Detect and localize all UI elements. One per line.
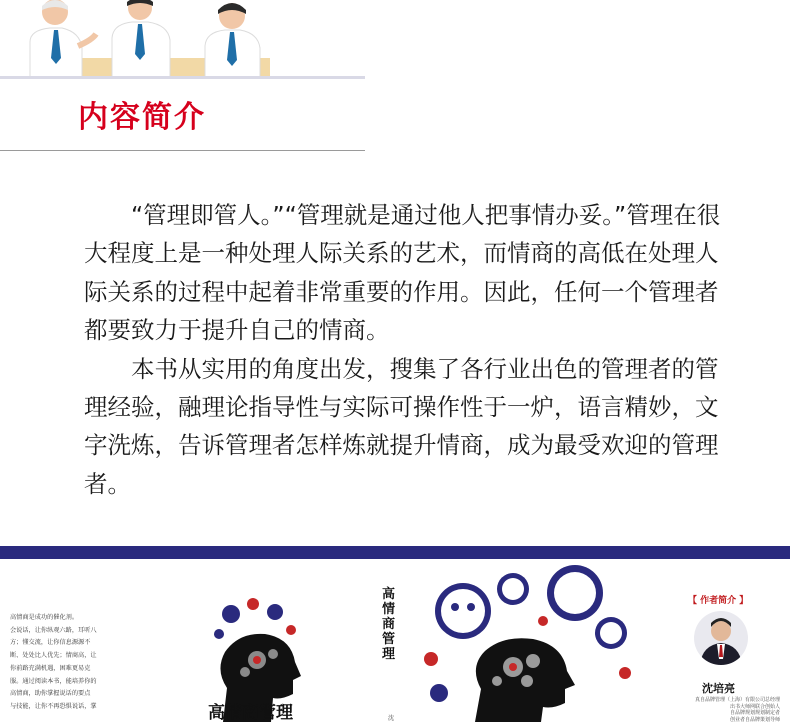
author-name: 沈培亮 — [702, 680, 735, 696]
author-bio-line: 真自品牌管理（上海）有限公司总经理 — [680, 697, 780, 704]
section-divider — [0, 150, 365, 151]
intro-text — [84, 196, 724, 503]
hero-divider — [0, 76, 365, 79]
back-cover-line: 会说话，让你纵观六路，耳听八 — [10, 625, 110, 638]
intro-paragraph: “管理即管人。”“管理就是通过他人把事情办妥。”管理在很大程度上是一种处理人际关系的艺术，而情商的高低在处理人际关系的过程中起着非常重要的作用。因此，任何一个管理者都要致力于提升自己的情商。 — [84, 196, 724, 350]
author-bio-line: 创业者自品牌策划导师 — [680, 717, 780, 723]
navy-band — [0, 546, 790, 559]
front-cover-title: 高情商管理 — [208, 698, 293, 723]
back-cover-line: 断、处处比人优先；情商高，让 — [10, 650, 110, 663]
back-cover-line: 服。通过阅读本书，能培养你的 — [10, 676, 110, 689]
author-intro-label: 【 作者简介 】 — [688, 593, 748, 606]
author-bio — [680, 697, 780, 723]
section-title: 内容简介 — [78, 92, 206, 136]
back-cover-line: 方；懂交流，让你信息源源不 — [10, 637, 110, 650]
author-photo — [694, 611, 748, 665]
intro-paragraph: 本书从实用的角度出发，搜集了各行业出色的管理者的管理经验，融理论指导性与实际可操作性于一炉，语言精妙，文字洗炼，告诉管理者怎样炼就提升情商，成为最受欢迎的管理者。 — [84, 350, 724, 504]
cover-head-illustration — [415, 563, 645, 722]
back-cover-line: 高情商，助你掌握说话的要点 — [10, 688, 110, 701]
back-cover-line: 高情商是成功的催化剂。 — [10, 612, 110, 625]
meeting-illustration — [0, 0, 365, 78]
back-cover-line: 你前路充满机遇，困难更易克 — [10, 663, 110, 676]
spine-author: 沈 — [388, 713, 394, 722]
back-cover-text — [10, 612, 110, 714]
author-bio-line: 出书大师网联合创始人 — [680, 704, 780, 711]
spine-title: 高情商管理 — [382, 587, 398, 662]
back-cover-line: 与技能，让你不再恐惧说话，掌 — [10, 701, 110, 714]
author-bio-line: 自品牌规划规划制定者 — [680, 710, 780, 717]
